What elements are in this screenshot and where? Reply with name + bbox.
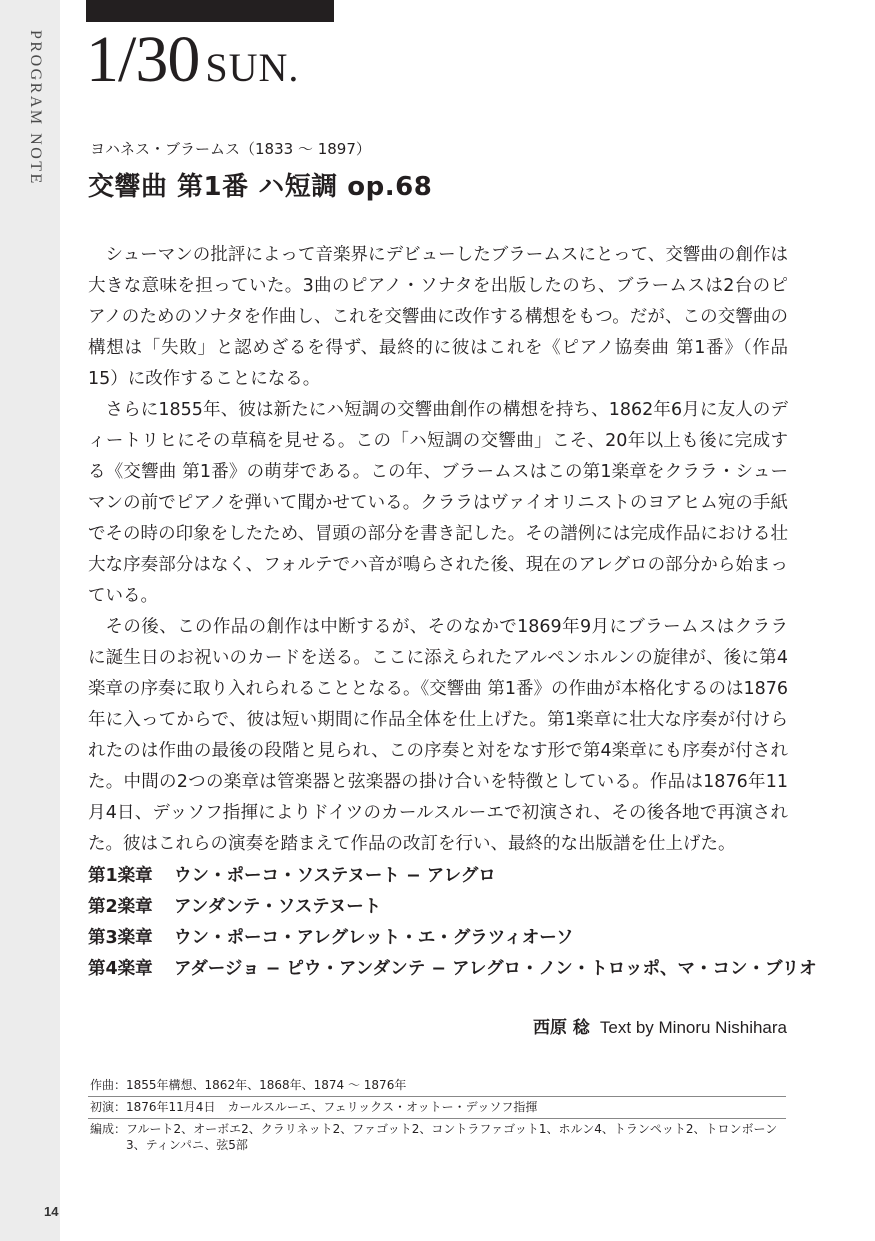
movement-title: ウン・ポーコ・アレグレット・エ・グラツィオーソ xyxy=(174,928,574,948)
premiere-info: 初演：1876年11月4日 カールスルーエ、フェリックス・オットー・デッソフ指揮 xyxy=(88,1097,786,1119)
author-credit xyxy=(533,1013,787,1038)
movement-list xyxy=(88,861,817,985)
side-label: PROGRAM NOTE xyxy=(27,30,44,186)
movement-number: 第3楽章 xyxy=(88,928,153,948)
program-note-body xyxy=(88,240,788,860)
movement-number: 第2楽章 xyxy=(88,897,153,917)
composer-name: ヨハネス・ブラームス（1833 〜 1897） xyxy=(90,140,371,158)
composition-info: 作曲：1855年構想、1862年、1868年、1874 〜 1876年 xyxy=(88,1075,786,1097)
header-bar xyxy=(86,0,334,22)
instrumentation-list: フルート2、オーボエ2、クラリネット2、ファゴット2、コントラファゴット1、ホルン4、トランペット2、トロンボーン3、ティンパニ、弦5部 xyxy=(126,1122,778,1152)
paragraph: シューマンの批評によって音楽界にデビューしたブラームスにとって、交響曲の創作は大きな意味を担っていた。3曲のピアノ・ソナタを出版したのち、ブラームスは2台のピアノのためのソナタを作曲し、これを交響曲に改作する構想をもつ。だが、この交響曲の構想は「失敗」と認めざるを得ず、最終的に彼はこれを《ピアノ協奏曲 第1番》（作品15）に改作することになる。 xyxy=(88,245,788,389)
movement-title: アダージョ − ピウ・アンダンテ − アレグロ・ノン・トロッポ、マ・コン・ブリオ xyxy=(174,959,817,979)
paragraph: その後、この作品の創作は中断するが、そのなかで1869年9月にブラームスはクララに誕生日のお祝いのカードを送る。ここに添えられたアルペンホルンの旋律が、後に第4楽章の序奏に取り入れられることとなる。《交響曲 第1番》の作曲が本格化するのは1876年に入ってからで、彼は短い期間に作品全体を仕上げた。第1楽章に壮大な序奏が付けられたのは作曲の最後の段階と見られ、この序奏と対をなす形で第4楽章にも序奏が付された。中間の2つの楽章は管楽器と弦楽器の掛け合いを特徴としている。作品は1876年11月4日、デッソフ指揮によりドイツのカールスルーエで初演され、その後各地で再演された。彼はこれらの演奏を踏まえて作品の改訂を行い、最終的な出版譜を仕上げた。 xyxy=(88,617,788,854)
date-number: 1/30 xyxy=(86,23,200,96)
work-title: 交響曲 第1番 ハ短調 op.68 xyxy=(88,172,433,202)
instrumentation-label: 編成： xyxy=(90,1122,127,1136)
movement-title: ウン・ポーコ・ソステヌート − アレグロ xyxy=(174,866,496,886)
paragraph: さらに1855年、彼は新たにハ短調の交響曲創作の構想を持ち、1862年6月に友人のディートリヒにその草稿を見せる。この「ハ短調の交響曲」こそ、20年以上も後に完成する《交響曲 第1番》の萌芽である。この年、ブラームスはこの第1楽章をクララ・シューマンの前でピアノを弾いて聞かせている。クララはヴァイオリニストのヨアヒム宛の手紙でその時の印象をしたため、冒頭の部分を書き記した。その譜例には完成作品における壮大な序奏部分はなく、フォルテでハ音が鳴らされた後、現在のアレグロの部分から始まっている。 xyxy=(88,400,788,606)
side-strip xyxy=(0,0,60,1241)
movement-number: 第4楽章 xyxy=(88,959,153,979)
movement-item xyxy=(88,861,788,892)
movement-item xyxy=(88,892,788,923)
instrumentation-info xyxy=(88,1119,786,1156)
concert-date xyxy=(86,20,299,100)
movement-item xyxy=(88,954,817,985)
movement-title: アンダンテ・ソステヌート xyxy=(174,897,382,917)
work-info-box xyxy=(88,1075,786,1156)
movement-number: 第1楽章 xyxy=(88,866,153,886)
author-name-jp: 西原 稔 xyxy=(533,1018,590,1038)
page-number: 14 xyxy=(44,1204,59,1219)
author-name-en: Text by Minoru Nishihara xyxy=(599,1018,787,1037)
date-weekday: SUN. xyxy=(205,45,300,90)
movement-item xyxy=(88,923,788,954)
